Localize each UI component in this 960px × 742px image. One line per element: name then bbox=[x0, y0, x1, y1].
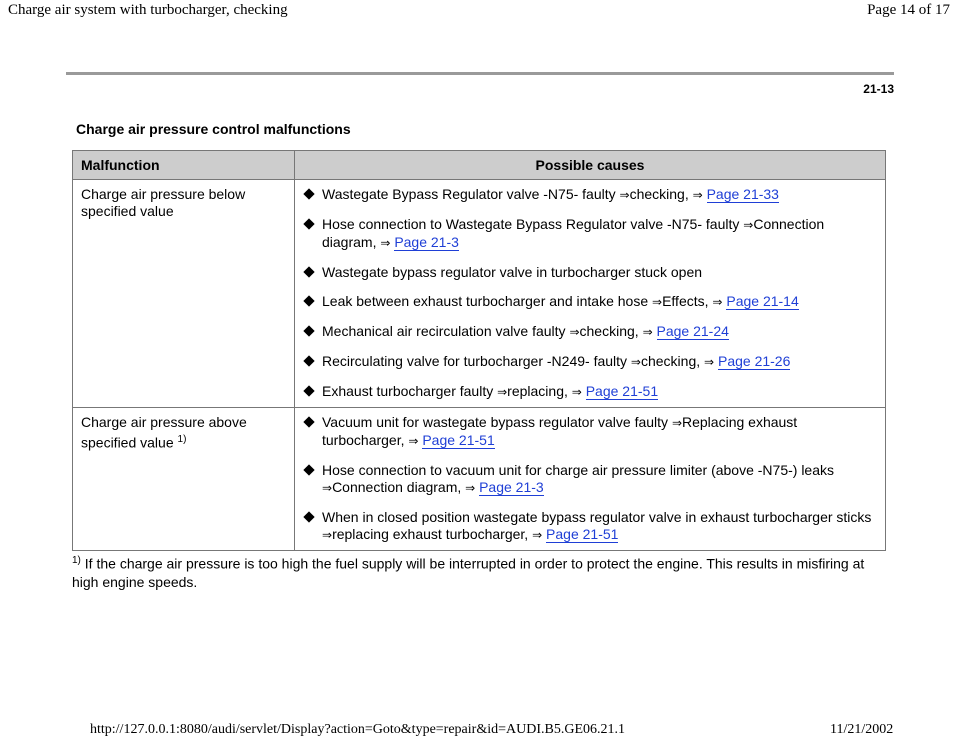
bullet-diamond-icon bbox=[303, 385, 314, 396]
footnote-ref: 1) bbox=[177, 434, 187, 445]
footnote-marker: 1) bbox=[72, 555, 81, 566]
bullet-diamond-icon bbox=[303, 295, 314, 306]
list-item bbox=[303, 293, 877, 311]
cause-text: Vacuum unit for wastegate bypass regulator valve faulty bbox=[322, 414, 672, 430]
cause-reference: Connection diagram, bbox=[332, 479, 466, 495]
arrow-icon: ⇒ bbox=[322, 528, 333, 542]
malfunction-text: Charge air pressure above specified value bbox=[81, 414, 247, 451]
header-divider bbox=[66, 72, 894, 75]
cause-text: Exhaust turbocharger faulty bbox=[322, 383, 498, 399]
arrow-icon: ⇒ bbox=[380, 236, 391, 250]
list-item bbox=[303, 509, 877, 544]
cause-text: Wastegate bypass regulator valve in turbocharger stuck open bbox=[322, 264, 703, 280]
bullet-diamond-icon bbox=[303, 511, 314, 522]
cause-reference: Effects, bbox=[662, 293, 713, 309]
cause-text: When in closed position wastegate bypass regulator valve in exhaust turbocharger sticks bbox=[322, 509, 872, 525]
footer-url: http://127.0.0.1:8080/audi/servlet/Display?action=Goto&type=repair&id=AUDI.B5.GE06.21.1 bbox=[90, 722, 625, 737]
list-item bbox=[303, 264, 877, 281]
arrow-icon: ⇒ bbox=[532, 528, 543, 542]
causes-cell bbox=[295, 408, 886, 551]
malfunction-text: Charge air pressure below specified value bbox=[81, 186, 246, 219]
arrow-icon: ⇒ bbox=[642, 325, 653, 339]
arrow-icon: ⇒ bbox=[322, 481, 333, 495]
page-link[interactable]: Page 21-3 bbox=[479, 479, 544, 495]
malfunction-cell bbox=[73, 408, 295, 551]
arrow-icon: ⇒ bbox=[712, 295, 723, 309]
arrow-icon: ⇒ bbox=[408, 434, 419, 448]
page-link[interactable]: Page 21-3 bbox=[394, 234, 459, 250]
cause-reference: checking, bbox=[640, 353, 705, 369]
cause-text: Wastegate Bypass Regulator valve -N75- faulty bbox=[322, 186, 620, 202]
list-item bbox=[303, 462, 877, 497]
causes-cell bbox=[295, 180, 886, 408]
cause-reference: replacing exhaust turbocharger, bbox=[332, 526, 533, 542]
bullet-diamond-icon bbox=[303, 188, 314, 199]
cause-text: Leak between exhaust turbocharger and intake hose bbox=[322, 293, 653, 309]
footnote bbox=[72, 552, 892, 591]
cause-reference: replacing, bbox=[507, 383, 572, 399]
bullet-diamond-icon bbox=[303, 464, 314, 475]
window-title: Charge air system with turbocharger, checking bbox=[8, 2, 288, 18]
cause-reference: checking, bbox=[579, 323, 643, 339]
list-item bbox=[303, 323, 877, 341]
cause-text: Hose connection to Wastegate Bypass Regulator valve -N75- faulty bbox=[322, 216, 744, 232]
arrow-icon: ⇒ bbox=[497, 385, 508, 399]
cause-reference: checking, bbox=[629, 186, 693, 202]
arrow-icon: ⇒ bbox=[743, 218, 754, 232]
arrow-icon: ⇒ bbox=[619, 188, 630, 202]
bullet-diamond-icon bbox=[303, 325, 314, 336]
page-indicator: Page 14 of 17 bbox=[867, 2, 950, 18]
list-item bbox=[303, 353, 877, 371]
arrow-icon: ⇒ bbox=[704, 355, 715, 369]
bullet-diamond-icon bbox=[303, 355, 314, 366]
cause-reference: Connection diagram, bbox=[322, 216, 825, 250]
footer-date: 11/21/2002 bbox=[830, 722, 894, 737]
table-row bbox=[73, 180, 886, 408]
page-link[interactable]: Page 21-51 bbox=[546, 526, 619, 542]
page-link[interactable]: Page 21-24 bbox=[656, 323, 729, 339]
section-heading: Charge air pressure control malfunctions bbox=[76, 121, 351, 137]
list-item bbox=[303, 414, 877, 450]
window-header bbox=[0, 0, 960, 22]
bullet-diamond-icon bbox=[303, 416, 314, 427]
causes-list bbox=[303, 414, 877, 544]
table-row bbox=[73, 408, 886, 551]
page-number: 21-13 bbox=[863, 82, 894, 96]
cause-text: Recirculating valve for turbocharger -N249- faulty bbox=[322, 353, 631, 369]
cause-reference: Replacing exhaust turbocharger, bbox=[322, 414, 798, 448]
arrow-icon: ⇒ bbox=[630, 355, 641, 369]
list-item bbox=[303, 383, 877, 401]
header-malfunction: Malfunction bbox=[73, 151, 295, 180]
causes-list bbox=[303, 186, 877, 401]
table-header-row bbox=[73, 151, 886, 180]
page-link[interactable]: Page 21-33 bbox=[706, 186, 779, 202]
arrow-icon: ⇒ bbox=[465, 481, 476, 495]
list-item bbox=[303, 186, 877, 204]
arrow-icon: ⇒ bbox=[692, 188, 703, 202]
page-link[interactable]: Page 21-26 bbox=[717, 353, 791, 369]
cause-text: Hose connection to vacuum unit for charge air pressure limiter (above -N75-) leaks bbox=[322, 462, 835, 478]
list-item bbox=[303, 216, 877, 252]
arrow-icon: ⇒ bbox=[671, 416, 682, 430]
arrow-icon: ⇒ bbox=[569, 325, 580, 339]
arrow-icon: ⇒ bbox=[652, 295, 663, 309]
arrow-icon: ⇒ bbox=[571, 385, 582, 399]
footnote-text: If the charge air pressure is too high the fuel supply will be interrupted in order to protect the engine. This results in misfiring at high engine speeds. bbox=[72, 555, 865, 590]
page-link[interactable]: Page 21-51 bbox=[422, 432, 495, 448]
bullet-diamond-icon bbox=[303, 266, 314, 277]
malfunction-table bbox=[72, 150, 886, 551]
page-link[interactable]: Page 21-14 bbox=[726, 293, 799, 309]
header-possible-causes: Possible causes bbox=[295, 151, 886, 180]
bullet-diamond-icon bbox=[303, 218, 314, 229]
malfunction-cell bbox=[73, 180, 295, 408]
page-link[interactable]: Page 21-51 bbox=[585, 383, 659, 399]
cause-text: Mechanical air recirculation valve faulty bbox=[322, 323, 570, 339]
